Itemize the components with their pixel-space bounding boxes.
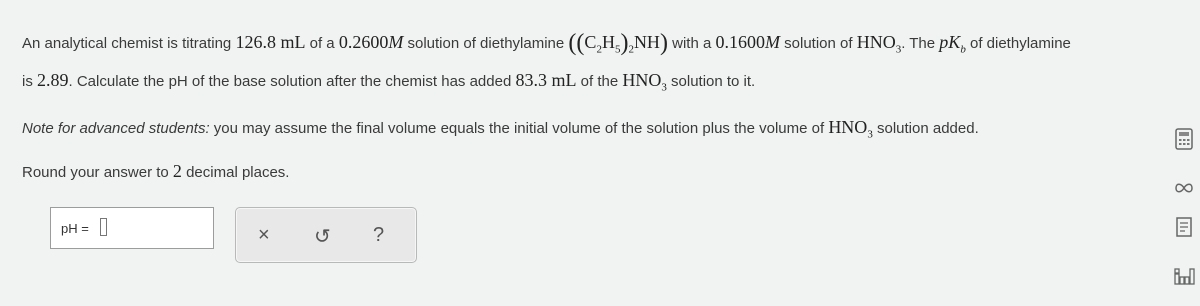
answer-box: [50, 207, 214, 249]
base-volume: 126.8 mL: [235, 32, 306, 52]
text: you may assume the final volume equals the initial volume of the solution plus the volume of: [213, 120, 825, 137]
hno3-formula: $HNO_3$: [622, 70, 667, 94]
text: is: [22, 73, 33, 90]
text: An analytical chemist is titrating: [22, 35, 232, 52]
text: . Calculate the pH of the base solution after the chemist has added: [68, 73, 512, 90]
advanced-note: [22, 117, 979, 141]
acid-concentration: 0.1600M: [715, 32, 780, 52]
ph-label: pH =: [61, 221, 89, 236]
text: of a: [309, 35, 335, 52]
rounding-instruction: [22, 161, 289, 182]
hno3-formula: $HNO_3$: [856, 32, 902, 56]
acid-volume: 83.3 mL: [515, 70, 577, 90]
problem-line-1: [22, 30, 1071, 57]
text: solution of: [784, 35, 853, 52]
text: solution of diethylamine: [407, 35, 565, 52]
text: solution to it.: [671, 73, 756, 90]
text: solution added.: [876, 120, 979, 137]
hno3-formula: $HNO_3$: [828, 117, 873, 141]
calculator-icon[interactable]: [1174, 128, 1194, 155]
ph-input[interactable]: [100, 218, 107, 236]
undo-icon[interactable]: ↺: [314, 226, 331, 248]
text: of diethylamine: [969, 35, 1071, 52]
problem-line-2: [22, 70, 755, 94]
decimal-places-count: 2: [172, 161, 182, 181]
infinity-icon[interactable]: [1174, 180, 1194, 198]
base-concentration: 0.2600M: [338, 32, 404, 52]
clear-icon[interactable]: ×: [258, 224, 270, 246]
text: decimal places.: [186, 164, 290, 181]
help-icon[interactable]: ?: [373, 224, 385, 246]
periodic-table-icon[interactable]: [1174, 266, 1194, 291]
text: with a: [672, 35, 712, 52]
text: Round your answer to: [22, 164, 169, 181]
text: . The: [901, 35, 936, 52]
textbook-icon[interactable]: [1174, 216, 1194, 243]
diethylamine-formula: $((C_2H_5)_2NH)$: [568, 30, 668, 56]
pkb-symbol: $pK_b$: [939, 32, 966, 56]
answer-toolbar: [235, 207, 417, 263]
note-label: Note for advanced students:: [22, 120, 210, 137]
text: of the: [580, 73, 619, 90]
pkb-value: 2.89: [37, 70, 69, 90]
